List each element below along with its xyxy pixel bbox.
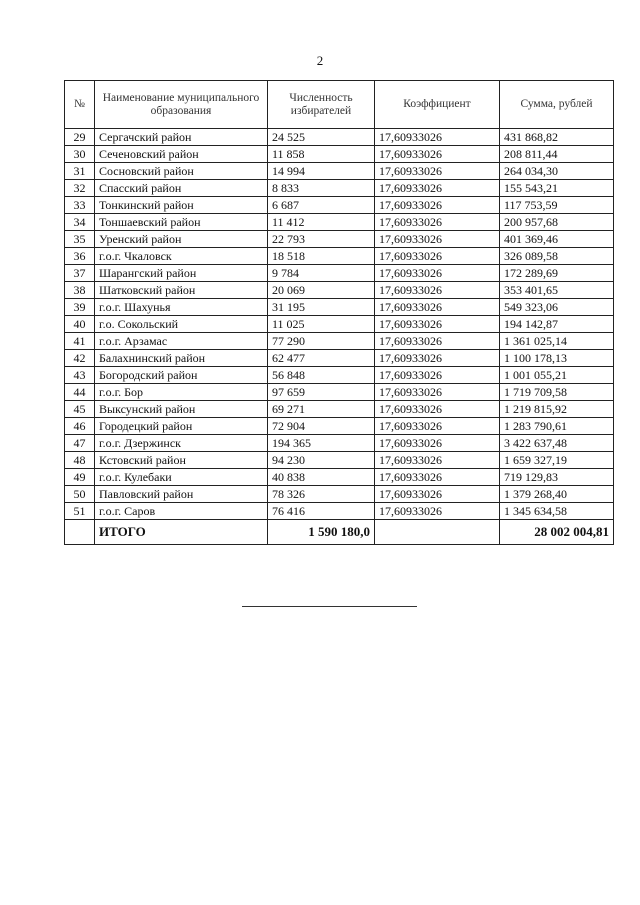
cell-name: г.о.г. Дзержинск	[95, 435, 268, 452]
cell-name: Тоншаевский район	[95, 214, 268, 231]
cell-num: 29	[65, 129, 95, 146]
cell-num: 51	[65, 503, 95, 520]
cell-num: 39	[65, 299, 95, 316]
cell-num: 34	[65, 214, 95, 231]
total-amount: 28 002 004,81	[500, 520, 614, 545]
header-num: №	[65, 81, 95, 129]
cell-voters: 14 994	[268, 163, 375, 180]
cell-voters: 31 195	[268, 299, 375, 316]
cell-name: г.о.г. Кулебаки	[95, 469, 268, 486]
header-name: Наименование муниципального образования	[95, 81, 268, 129]
cell-name: г.о.г. Чкаловск	[95, 248, 268, 265]
cell-name: г.о.г. Арзамас	[95, 333, 268, 350]
cell-amount: 1 001 055,21	[500, 367, 614, 384]
table-row	[65, 163, 614, 180]
cell-voters: 69 271	[268, 401, 375, 418]
cell-voters: 8 833	[268, 180, 375, 197]
cell-voters: 56 848	[268, 367, 375, 384]
cell-coefficient: 17,60933026	[375, 350, 500, 367]
header-amount: Сумма, рублей	[500, 81, 614, 129]
cell-amount: 326 089,58	[500, 248, 614, 265]
cell-num: 30	[65, 146, 95, 163]
table-row	[65, 231, 614, 248]
cell-voters: 77 290	[268, 333, 375, 350]
cell-coefficient: 17,60933026	[375, 214, 500, 231]
cell-voters: 18 518	[268, 248, 375, 265]
cell-name: Богородский район	[95, 367, 268, 384]
cell-num: 45	[65, 401, 95, 418]
table-row	[65, 146, 614, 163]
table-row	[65, 316, 614, 333]
table-row	[65, 452, 614, 469]
cell-num: 50	[65, 486, 95, 503]
cell-num: 49	[65, 469, 95, 486]
cell-coefficient: 17,60933026	[375, 503, 500, 520]
total-empty-coef	[375, 520, 500, 545]
table-row	[65, 299, 614, 316]
table-row	[65, 435, 614, 452]
cell-num: 44	[65, 384, 95, 401]
cell-name: Городецкий район	[95, 418, 268, 435]
cell-name: Спасский район	[95, 180, 268, 197]
cell-amount: 1 345 634,58	[500, 503, 614, 520]
table-row	[65, 129, 614, 146]
header-voters: Численность избирателей	[268, 81, 375, 129]
cell-amount: 401 369,46	[500, 231, 614, 248]
table-row	[65, 384, 614, 401]
cell-name: Балахнинский район	[95, 350, 268, 367]
cell-name: г.о.г. Саров	[95, 503, 268, 520]
cell-voters: 40 838	[268, 469, 375, 486]
allocation-table	[64, 80, 614, 545]
cell-amount: 194 142,87	[500, 316, 614, 333]
cell-coefficient: 17,60933026	[375, 163, 500, 180]
cell-amount: 1 283 790,61	[500, 418, 614, 435]
cell-voters: 76 416	[268, 503, 375, 520]
cell-name: Павловский район	[95, 486, 268, 503]
cell-amount: 431 868,82	[500, 129, 614, 146]
cell-coefficient: 17,60933026	[375, 146, 500, 163]
table-row	[65, 180, 614, 197]
table-row	[65, 418, 614, 435]
cell-name: Выксунский район	[95, 401, 268, 418]
cell-coefficient: 17,60933026	[375, 180, 500, 197]
cell-amount: 200 957,68	[500, 214, 614, 231]
cell-coefficient: 17,60933026	[375, 469, 500, 486]
cell-name: г.о.г. Шахунья	[95, 299, 268, 316]
cell-amount: 549 323,06	[500, 299, 614, 316]
total-voters: 1 590 180,0	[268, 520, 375, 545]
cell-amount: 1 100 178,13	[500, 350, 614, 367]
cell-coefficient: 17,60933026	[375, 197, 500, 214]
cell-voters: 62 477	[268, 350, 375, 367]
table-row	[65, 333, 614, 350]
cell-voters: 24 525	[268, 129, 375, 146]
cell-num: 33	[65, 197, 95, 214]
cell-num: 35	[65, 231, 95, 248]
cell-voters: 6 687	[268, 197, 375, 214]
cell-amount: 1 361 025,14	[500, 333, 614, 350]
cell-name: Шарангский район	[95, 265, 268, 282]
cell-coefficient: 17,60933026	[375, 486, 500, 503]
cell-name: Кстовский район	[95, 452, 268, 469]
cell-num: 43	[65, 367, 95, 384]
cell-name: Уренский район	[95, 231, 268, 248]
cell-num: 46	[65, 418, 95, 435]
table-row	[65, 214, 614, 231]
cell-num: 48	[65, 452, 95, 469]
table-row	[65, 469, 614, 486]
cell-name: Шатковский район	[95, 282, 268, 299]
cell-num: 41	[65, 333, 95, 350]
cell-voters: 94 230	[268, 452, 375, 469]
cell-coefficient: 17,60933026	[375, 282, 500, 299]
cell-amount: 172 289,69	[500, 265, 614, 282]
table-row	[65, 350, 614, 367]
table-row	[65, 401, 614, 418]
cell-voters: 78 326	[268, 486, 375, 503]
cell-amount: 1 719 709,58	[500, 384, 614, 401]
table-row	[65, 367, 614, 384]
cell-name: Сеченовский район	[95, 146, 268, 163]
cell-coefficient: 17,60933026	[375, 435, 500, 452]
cell-amount: 719 129,83	[500, 469, 614, 486]
cell-amount: 353 401,65	[500, 282, 614, 299]
table-row	[65, 265, 614, 282]
cell-name: Тонкинский район	[95, 197, 268, 214]
cell-voters: 97 659	[268, 384, 375, 401]
closing-rule	[242, 606, 417, 607]
cell-voters: 20 069	[268, 282, 375, 299]
table-row	[65, 282, 614, 299]
cell-num: 42	[65, 350, 95, 367]
cell-coefficient: 17,60933026	[375, 248, 500, 265]
cell-coefficient: 17,60933026	[375, 418, 500, 435]
cell-amount: 1 219 815,92	[500, 401, 614, 418]
table-row	[65, 197, 614, 214]
cell-voters: 22 793	[268, 231, 375, 248]
table-row	[65, 503, 614, 520]
cell-voters: 72 904	[268, 418, 375, 435]
cell-num: 32	[65, 180, 95, 197]
cell-voters: 11 412	[268, 214, 375, 231]
cell-coefficient: 17,60933026	[375, 384, 500, 401]
total-empty-cell	[65, 520, 95, 545]
cell-name: г.о.г. Бор	[95, 384, 268, 401]
cell-amount: 155 543,21	[500, 180, 614, 197]
cell-num: 36	[65, 248, 95, 265]
cell-coefficient: 17,60933026	[375, 316, 500, 333]
cell-num: 31	[65, 163, 95, 180]
cell-amount: 3 422 637,48	[500, 435, 614, 452]
cell-coefficient: 17,60933026	[375, 299, 500, 316]
table-header-row	[65, 81, 614, 129]
cell-voters: 11 858	[268, 146, 375, 163]
cell-amount: 1 659 327,19	[500, 452, 614, 469]
cell-voters: 194 365	[268, 435, 375, 452]
cell-num: 47	[65, 435, 95, 452]
cell-coefficient: 17,60933026	[375, 401, 500, 418]
total-row	[65, 520, 614, 545]
cell-amount: 1 379 268,40	[500, 486, 614, 503]
header-coefficient: Коэффициент	[375, 81, 500, 129]
cell-voters: 11 025	[268, 316, 375, 333]
cell-name: Сергачский район	[95, 129, 268, 146]
table-row	[65, 486, 614, 503]
table-body	[65, 129, 614, 520]
table-row	[65, 248, 614, 265]
cell-voters: 9 784	[268, 265, 375, 282]
cell-coefficient: 17,60933026	[375, 367, 500, 384]
cell-coefficient: 17,60933026	[375, 231, 500, 248]
cell-coefficient: 17,60933026	[375, 452, 500, 469]
cell-amount: 264 034,30	[500, 163, 614, 180]
cell-name: г.о. Сокольский	[95, 316, 268, 333]
total-label: ИТОГО	[95, 520, 268, 545]
cell-coefficient: 17,60933026	[375, 265, 500, 282]
page-number: 2	[316, 53, 324, 68]
cell-num: 40	[65, 316, 95, 333]
cell-coefficient: 17,60933026	[375, 129, 500, 146]
cell-coefficient: 17,60933026	[375, 333, 500, 350]
cell-amount: 117 753,59	[500, 197, 614, 214]
cell-amount: 208 811,44	[500, 146, 614, 163]
cell-num: 38	[65, 282, 95, 299]
cell-name: Сосновский район	[95, 163, 268, 180]
cell-num: 37	[65, 265, 95, 282]
